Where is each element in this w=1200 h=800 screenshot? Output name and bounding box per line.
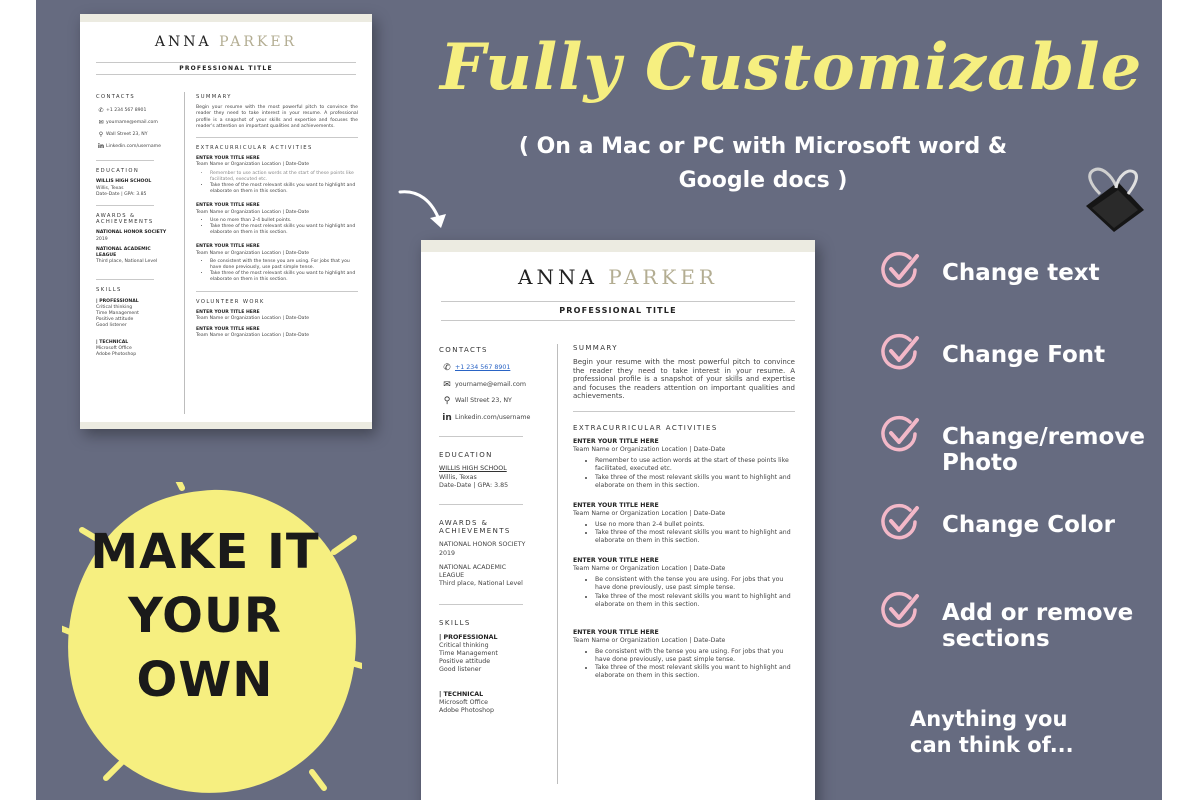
divider bbox=[439, 436, 523, 437]
left-border bbox=[0, 0, 36, 800]
job-subtitle: Team Name or Organization Location | Date-Date bbox=[573, 446, 726, 454]
bullet: • Take three of the most relevant skills you want to highlight and elaborate on them in this section. bbox=[595, 593, 795, 609]
bullet: • Take three of the most relevant skills you want to highlight and elaborate on them in this section. bbox=[595, 474, 795, 490]
address-text: Wall Street 23, NY bbox=[106, 132, 148, 138]
resume-sidebar bbox=[96, 94, 186, 358]
skill-item: Positive attitude bbox=[96, 317, 134, 323]
binder-clip-icon bbox=[1072, 162, 1154, 238]
resume-preview-small bbox=[80, 14, 372, 429]
contact-phone bbox=[439, 360, 553, 377]
summary-heading: SUMMARY bbox=[196, 94, 232, 100]
bullet: • Remember to use action words at the start of these points like facilitated, executed etc. bbox=[210, 171, 358, 183]
check-icon bbox=[880, 250, 920, 290]
feature-item bbox=[880, 590, 1170, 672]
check-icon bbox=[880, 590, 920, 630]
contact-email bbox=[96, 117, 186, 129]
address-text: Wall Street 23, NY bbox=[455, 397, 512, 405]
job-subtitle: Team Name or Organization Location | Date-Date bbox=[573, 565, 726, 573]
bullet: • Take three of the most relevant skills you want to highlight and elaborate on them in this section. bbox=[595, 664, 795, 680]
job-bullets bbox=[573, 457, 795, 489]
anything-you-can-think-of: Anything you can think of... bbox=[910, 707, 1074, 757]
job-subtitle: Team Name or Organization Location | Date-Date bbox=[196, 316, 310, 322]
mail-icon: ✉ bbox=[98, 119, 104, 127]
job-subtitle: Team Name or Organization Location | Date-Date bbox=[573, 509, 726, 517]
skill-item: Adobe Photoshop bbox=[96, 352, 137, 358]
bullet: • Take three of the most relevant skills you want to highlight and elaborate on them in this section. bbox=[210, 224, 358, 236]
award-2: NATIONAL ACADEMIC LEAGUE bbox=[96, 246, 151, 259]
divider bbox=[439, 604, 523, 605]
professional-skills-heading: | PROFESSIONAL bbox=[96, 298, 139, 304]
bullet: • Remember to use action words at the start of these points like facilitated, executed etc. bbox=[595, 457, 795, 473]
feature-item bbox=[880, 250, 1170, 332]
divider bbox=[96, 160, 154, 161]
education-heading: EDUCATION bbox=[439, 451, 493, 460]
job-subtitle: Team Name or Organization Location | Date-Date bbox=[196, 250, 310, 256]
resume-professional-title: PROFESSIONAL TITLE bbox=[441, 301, 795, 321]
feature-label: Change Font bbox=[942, 342, 1106, 368]
headline: Fully Customizable bbox=[440, 30, 1143, 105]
linkedin-icon: in bbox=[97, 143, 105, 151]
bullet: • Be consistent with the tense you are using. For jobs that you have done previously, use past simple tense. bbox=[210, 259, 358, 271]
feature-item bbox=[880, 414, 1170, 502]
bullet: • Be consistent with the tense you are using. For jobs that you have done previously, use past simple tense. bbox=[595, 648, 795, 664]
contact-address bbox=[96, 129, 186, 141]
feature-item bbox=[880, 332, 1170, 414]
resume-professional-title: PROFESSIONAL TITLE bbox=[96, 62, 356, 75]
column-divider bbox=[184, 92, 185, 414]
job-title: ENTER YOUR TITLE HERE bbox=[573, 557, 659, 565]
skill-item: Time Management bbox=[439, 650, 498, 658]
summary-heading: SUMMARY bbox=[573, 344, 618, 352]
badge-line: YOUR bbox=[128, 588, 282, 644]
job-bullets bbox=[573, 576, 795, 608]
award-1-year: 2019 bbox=[96, 236, 108, 242]
school-date: Date-Date | GPA: 3.85 bbox=[439, 481, 509, 489]
skill-item: Time Management bbox=[96, 311, 139, 317]
mail-icon: ✉ bbox=[443, 379, 451, 390]
location-pin-icon: ⚲ bbox=[98, 131, 104, 139]
extracurricular-heading: EXTRACURRICULAR ACTIVITIES bbox=[573, 424, 718, 433]
awards-heading: AWARDS & ACHIEVEMENTS bbox=[96, 213, 154, 226]
divider bbox=[96, 205, 154, 206]
volunteer-heading: VOLUNTEER WORK bbox=[196, 298, 265, 305]
job-bullets bbox=[573, 648, 795, 680]
job-title: ENTER YOUR TITLE HERE bbox=[196, 244, 260, 250]
extracurricular-heading: EXTRACURRICULAR ACTIVITIES bbox=[196, 145, 313, 152]
award-1: NATIONAL HONOR SOCIETY bbox=[96, 230, 167, 236]
education-heading: EDUCATION bbox=[96, 168, 140, 175]
skill-item: Critical thinking bbox=[439, 641, 489, 649]
feature-list bbox=[880, 250, 1170, 672]
resume-name bbox=[421, 265, 815, 289]
contacts-heading: CONTACTS bbox=[439, 346, 488, 354]
divider bbox=[196, 291, 358, 292]
school-location: Willis, Texas bbox=[439, 473, 477, 481]
curved-arrow-icon bbox=[396, 186, 456, 236]
job-subtitle: Team Name or Organization Location | Date-Date bbox=[573, 636, 726, 644]
job-bullets bbox=[196, 259, 358, 284]
summary-text: Begin your resume with the most powerful pitch to convince the reader they need to take interest in your resume. A professional profile is a snapshot of your skills and expertise and focuses the readers attention on important qualities and achievements. bbox=[573, 358, 795, 401]
skills-heading: SKILLS bbox=[96, 287, 122, 294]
resume-first-name: ANNA bbox=[154, 34, 212, 50]
resume-last-name: PARKER bbox=[219, 34, 298, 50]
bullet: • Be consistent with the tense you are using. For jobs that you have done previously, use past simple tense. bbox=[595, 576, 795, 592]
school-location: Willis, Texas bbox=[96, 185, 124, 191]
job-subtitle: Team Name or Organization Location | Date-Date bbox=[196, 333, 310, 339]
school-name-text: WILLIS HIGH SCHOOL bbox=[439, 465, 507, 473]
resume-last-name: PARKER bbox=[608, 265, 718, 289]
make-it-your-own-badge bbox=[80, 520, 330, 712]
technical-skills-heading: | TECHNICAL bbox=[439, 690, 484, 698]
check-icon bbox=[880, 332, 920, 372]
feature-label: Change/remove Photo bbox=[942, 424, 1145, 476]
contact-linkedin bbox=[439, 410, 553, 427]
contact-address bbox=[439, 393, 553, 410]
check-icon bbox=[880, 414, 920, 454]
job-subtitle: Team Name or Organization Location | Date-Date bbox=[196, 209, 310, 215]
linkedin-text: Linkedin.com/username bbox=[106, 144, 161, 150]
skills-heading: SKILLS bbox=[439, 619, 471, 628]
resume-first-name: ANNA bbox=[518, 265, 598, 289]
job-title: ENTER YOUR TITLE HERE bbox=[196, 203, 260, 209]
bullet: • Take three of the most relevant skills you want to highlight and elaborate on them in this section. bbox=[210, 183, 358, 195]
feature-label: Add or remove sections bbox=[942, 600, 1134, 652]
phone-text: +1 234 567 8901 bbox=[455, 364, 511, 372]
award-1-year: 2019 bbox=[439, 549, 456, 557]
skill-item: Positive attitude bbox=[439, 658, 491, 666]
resume-name bbox=[80, 34, 372, 50]
professional-skills-heading: | PROFESSIONAL bbox=[439, 633, 498, 641]
check-icon bbox=[880, 502, 920, 542]
bullet: • Use no more than 2-4 bullet points. bbox=[595, 521, 795, 529]
award-2-sub: Third place, National Level bbox=[96, 259, 158, 265]
award-2: NATIONAL ACADEMIC LEAGUE bbox=[439, 563, 507, 580]
resume-main bbox=[573, 344, 795, 688]
badge-line: OWN bbox=[136, 652, 274, 708]
job-title: ENTER YOUR TITLE HERE bbox=[196, 309, 260, 315]
linkedin-icon: in bbox=[442, 412, 452, 423]
skill-item: Adobe Photoshop bbox=[439, 707, 495, 715]
job-subtitle: Team Name or Organization Location | Date-Date bbox=[196, 162, 310, 168]
contact-phone bbox=[96, 105, 186, 117]
technical-skills-heading: | TECHNICAL bbox=[96, 339, 129, 345]
divider bbox=[96, 279, 154, 280]
bullet: • Take three of the most relevant skills you want to highlight and elaborate on them in this section. bbox=[595, 529, 795, 545]
resume-top-band bbox=[421, 240, 815, 252]
school-date: Date-Date | GPA: 3.85 bbox=[96, 191, 147, 197]
resume-top-band bbox=[80, 14, 372, 22]
contact-email bbox=[439, 377, 553, 394]
job-bullets bbox=[196, 218, 358, 237]
subheadline: ( On a Mac or PC with Microsoft word & Google docs ) bbox=[518, 134, 1008, 193]
resume-sidebar bbox=[439, 346, 553, 715]
skill-item: Good listener bbox=[439, 666, 482, 674]
award-1: NATIONAL HONOR SOCIETY bbox=[439, 541, 526, 549]
linkedin-text: Linkedin.com/username bbox=[455, 413, 531, 421]
bullet: • Take three of the most relevant skills you want to highlight and elaborate on them in this section. bbox=[210, 271, 358, 283]
badge-line: MAKE IT bbox=[90, 524, 320, 580]
skill-item: Critical thinking bbox=[96, 304, 133, 310]
phone-icon: ✆ bbox=[98, 107, 104, 115]
summary-text: Begin your resume with the most powerful pitch to convince the reader they need to take interest in your resume. A professional profile is a snapshot of your skills and expertise and focuses the reader's attention on important qualities and achievements. bbox=[196, 105, 358, 129]
school-name: WILLIS HIGH SCHOOL bbox=[96, 179, 152, 185]
contact-linkedin bbox=[96, 141, 186, 153]
email-text: yourname@email.com bbox=[455, 380, 527, 388]
divider bbox=[439, 504, 523, 505]
divider bbox=[196, 137, 358, 138]
resume-preview-large bbox=[421, 240, 815, 800]
divider bbox=[573, 411, 795, 412]
phone-icon: ✆ bbox=[443, 363, 451, 374]
bullet: • Use no more than 2-4 bullet points. bbox=[210, 218, 358, 224]
job-title: ENTER YOUR TITLE HERE bbox=[573, 628, 659, 636]
location-pin-icon: ⚲ bbox=[443, 396, 451, 407]
feature-item bbox=[880, 502, 1170, 590]
award-2-sub: Third place, National Level bbox=[439, 580, 523, 588]
job-title: ENTER YOUR TITLE HERE bbox=[573, 438, 659, 446]
job-title: ENTER YOUR TITLE HERE bbox=[573, 501, 659, 509]
job-bullets bbox=[573, 521, 795, 545]
job-bullets bbox=[196, 171, 358, 196]
skill-item: Good listener bbox=[96, 323, 127, 329]
job-title: ENTER YOUR TITLE HERE bbox=[196, 327, 260, 333]
school-name bbox=[439, 465, 553, 473]
skill-item: Microsoft Office bbox=[96, 345, 132, 351]
feature-label: Change text bbox=[942, 260, 1100, 286]
resume-main bbox=[196, 94, 358, 340]
job-title: ENTER YOUR TITLE HERE bbox=[196, 156, 260, 162]
phone-text: +1 234 567 8901 bbox=[106, 108, 147, 114]
skill-item: Microsoft Office bbox=[439, 698, 489, 706]
column-divider bbox=[557, 344, 558, 784]
feature-label: Change Color bbox=[942, 512, 1115, 538]
awards-heading: AWARDS & ACHIEVEMENTS bbox=[439, 519, 511, 536]
contacts-heading: CONTACTS bbox=[96, 94, 136, 100]
email-text: yourname@email.com bbox=[106, 120, 158, 126]
resume-bottom-band bbox=[80, 422, 372, 429]
